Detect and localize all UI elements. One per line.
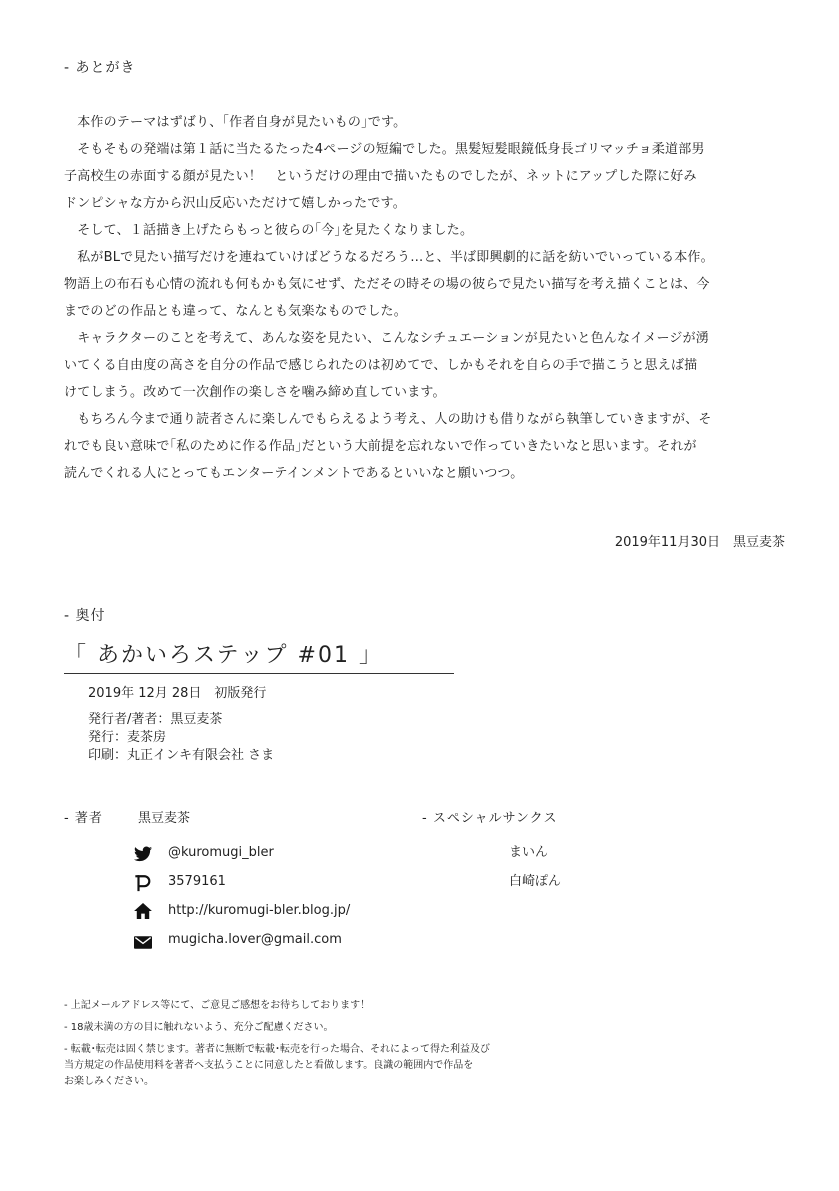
afterword-line: 私がBLで見たい描写だけを連ねていけばどうなるだろう…と、半ば即興劇的に話を紡いでいっている本作。 <box>64 250 714 265</box>
book-title: 「 あかいろステップ #01 」 <box>64 643 383 668</box>
afterword-line: そして、１話描き上げたらもっと彼らの｢今｣を見たくなりました。 <box>64 223 474 238</box>
afterword-line: 子高校生の赤面する顔が見たい！ というだけの理由で描いたものでしたが、ネットにアップした際に好み <box>64 169 697 184</box>
afterword-line: 読んでくれる人にとってもエンターテインメントであるといいなと願いつつ。 <box>64 466 524 481</box>
note-reprint <box>64 1042 490 1090</box>
afterword-line: いてくる自由度の高さを自分の作品で感じられたのは初めてで、しかもそれを自らの手で描こうと思えば描 <box>64 358 698 373</box>
twitter-handle[interactable]: @kuromugi_bler <box>168 845 274 860</box>
publisher-author: 発行者/著者：黒豆麦茶 <box>88 712 223 727</box>
afterword-line: 物語上の布石も心情の流れも何もかも気にせず、ただその時その場の彼らで見たい描写を考え描くことは、今 <box>64 277 710 292</box>
afterword-line: ドンピシャな方から沢山反応いただけて嬉しかったです。 <box>64 196 406 211</box>
printer: 印刷：丸正インキ有限会社 さま <box>88 748 275 763</box>
mail-icon <box>134 934 152 950</box>
note-reprint-line: お楽しみください。 <box>64 1076 154 1087</box>
afterword-line: そもそもの発端は第１話に当たるたった4ページの短編でした。黒髪短髪眼鏡低身長ゴリマッチョ柔道部男 <box>64 142 705 157</box>
afterword-signature: 2019年11月30日 黒豆麦茶 <box>614 535 785 550</box>
afterword-line: キャラクターのことを考えて、あんな姿を見たい、こんなシチュエーションが見たいと色んなイメージが湧 <box>64 331 709 346</box>
note-age: - 18歳未満の方の目に触れないよう、充分ご配慮ください。 <box>64 1022 334 1033</box>
afterword-line: れでも良い意味で｢私のために作る作品｣だという大前提を忘れないで作っていきたいなと思います。それが <box>64 439 697 454</box>
afterword-line: 本作のテーマはずばり、｢作者自身が見たいもの｣です。 <box>64 115 407 130</box>
colophon-heading: - 奥付 <box>64 608 106 624</box>
email-link[interactable]: mugicha.lover@gmail.com <box>168 932 342 947</box>
thanks-name: 白崎ぽん <box>509 874 562 889</box>
afterword-line: までのどの作品とも違って、なんとも気楽なものでした。 <box>64 304 407 319</box>
afterword-heading: - あとがき <box>64 60 136 76</box>
note-contact: - 上記メールアドレス等にて、ご意見ご感想をお待ちしております！ <box>64 1000 371 1011</box>
title-underline <box>64 673 454 674</box>
author-label: - 著者 <box>64 811 103 826</box>
afterword-line: けてしまう。改めて一次創作の楽しさを噛み締め直しています。 <box>64 385 446 400</box>
pixiv-id[interactable]: 3579161 <box>168 874 226 889</box>
thanks-heading: - スペシャルサンクス <box>422 811 558 826</box>
publication-date: 2019年 12月 28日 初版発行 <box>88 686 267 701</box>
website-link[interactable]: http://kuromugi-bler.blog.jp/ <box>168 903 351 918</box>
afterword-body <box>64 109 714 487</box>
publisher: 発行：麦茶房 <box>88 730 167 745</box>
twitter-icon <box>134 846 152 862</box>
thanks-name: まいん <box>509 845 549 860</box>
note-reprint-line: 当方規定の作品使用料を著者へ支払うことに同意したと看做します。良識の範囲内で作品を <box>64 1060 474 1071</box>
afterword-line: もちろん今まで通り読者さんに楽しんでもらえるよう考え、人の助けも借りながら執筆していきますが、そ <box>64 412 712 427</box>
pixiv-icon <box>134 874 152 890</box>
author-name: 黒豆麦茶 <box>138 811 191 826</box>
home-icon <box>134 903 152 919</box>
note-reprint-line: - 転載･転売は固く禁じます。著者に無断で転載･転売を行った場合、それによって得た利益及び <box>64 1044 490 1055</box>
